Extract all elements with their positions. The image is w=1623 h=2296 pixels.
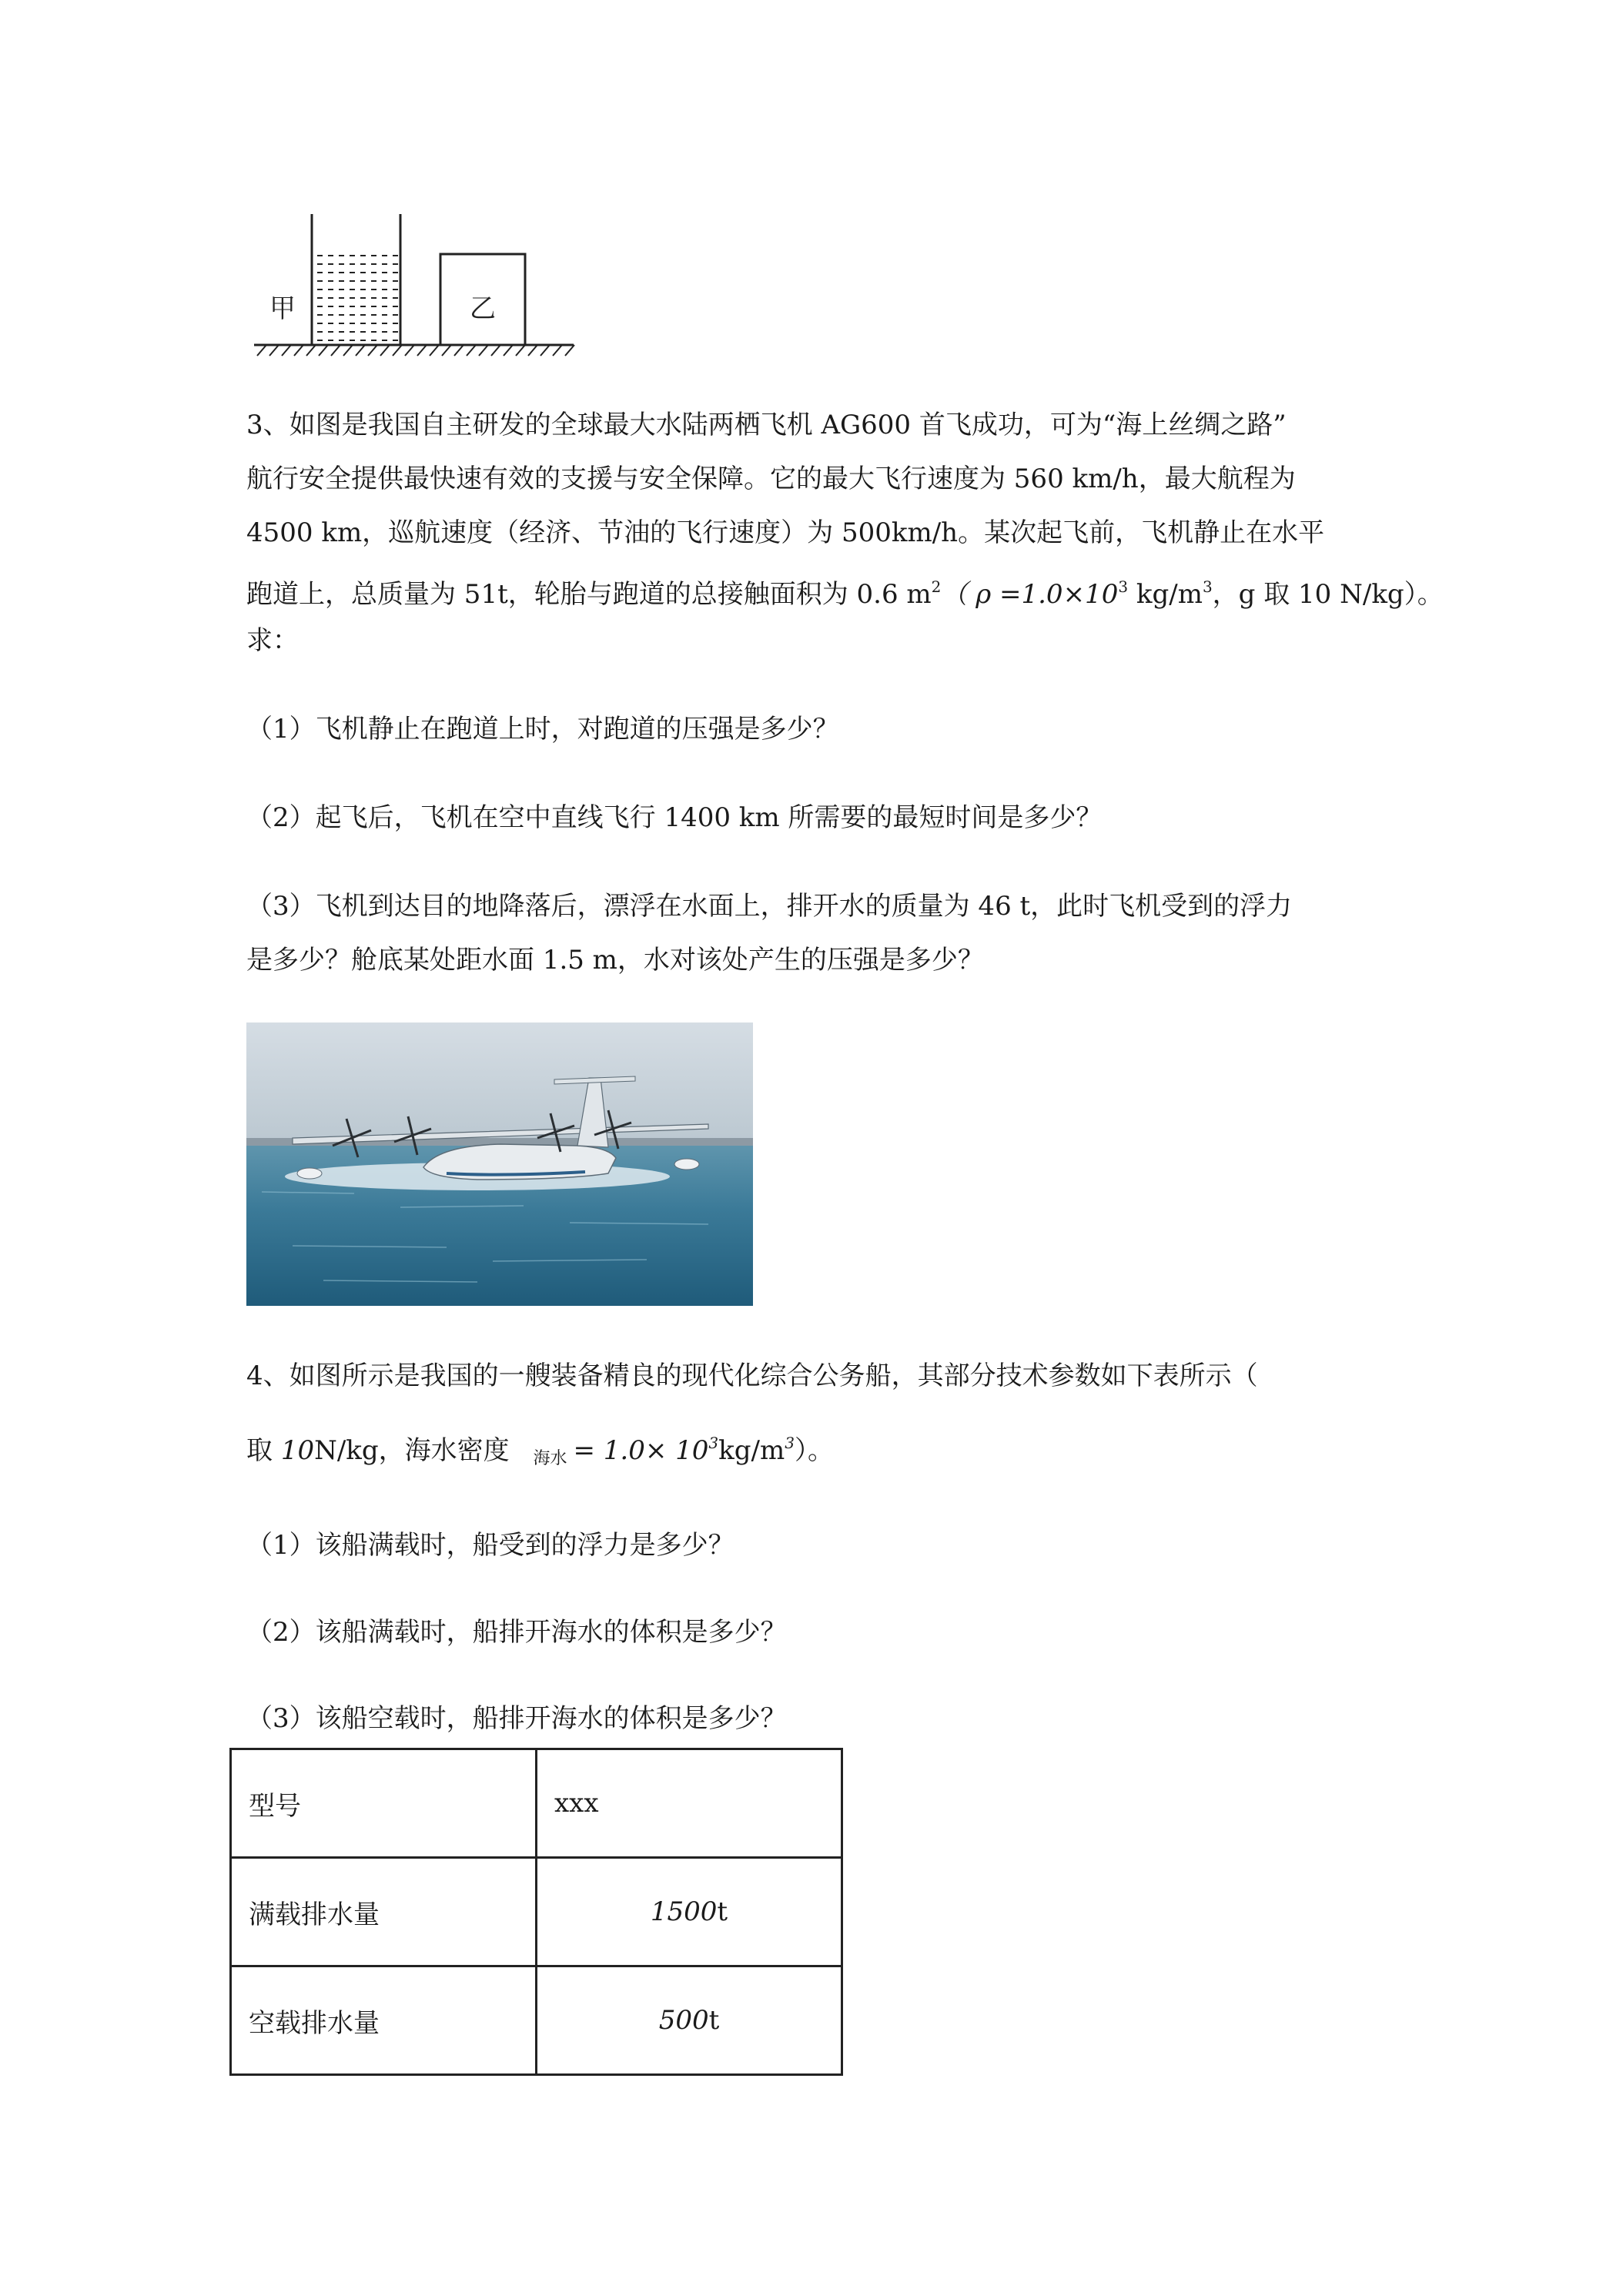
ground-hatching	[257, 345, 574, 356]
q3-line-4-sup1: 2	[931, 577, 942, 596]
q4-sub-1: （1）该船满载时，船受到的浮力是多少？	[246, 1530, 735, 1561]
table-row	[231, 1858, 842, 1966]
value-number: 1500	[650, 1896, 718, 1927]
value-number: 500	[658, 2005, 709, 2036]
value-unit: t	[708, 2005, 720, 2036]
label-jia: 甲	[269, 293, 296, 324]
table-row	[231, 1749, 842, 1858]
q4-line-2-c: = 1.0× 10	[573, 1435, 709, 1466]
q3-sub-3-line-1: （3）飞机到达目的地降落后，漂浮在水面上，排开水的质量为 46 t，此时飞机受到的浮力	[246, 891, 1293, 922]
table-cell-key: 满载排水量	[231, 1858, 537, 1966]
amphibious-aircraft-photo	[246, 1022, 753, 1306]
q3-line-5: 求：	[246, 625, 299, 656]
q3-line-1: 3、如图是我国自主研发的全球最大水陆两栖飞机 AG600 首飞成功，可为“海上丝绸之路”	[246, 410, 1287, 440]
q3-line-4-d: ，g 取 10 N/kg）。	[1212, 579, 1444, 610]
q4-line-2-b: N/kg，海水密度	[314, 1435, 510, 1466]
label-yi: 乙	[470, 293, 496, 324]
q3-line-4-b: （ ρ =1.0×10	[941, 579, 1119, 610]
table-cell-key: 型号	[231, 1749, 537, 1858]
q3-sub-1: （1）飞机静止在跑道上时，对跑道的压强是多少？	[246, 714, 839, 745]
q3-sub-2: （2）起飞后，飞机在空中直线飞行 1400 km 所需要的最短时间是多少？	[246, 802, 1103, 833]
q4-sub-2: （2）该船满载时，船排开海水的体积是多少？	[246, 1617, 787, 1648]
ship-spec-table	[229, 1748, 843, 2076]
q4-line-2	[246, 1426, 834, 1476]
table-cell-key: 空载排水量	[231, 1966, 537, 2075]
q4-line-1: 4、如图所示是我国的一艘装备精良的现代化综合公务船，其部分技术参数如下表所示（	[246, 1361, 1258, 1391]
table-cell-value	[537, 1858, 842, 1966]
q3-line-2: 航行安全提供最快速有效的支援与安全保障。它的最大飞行速度为 560 km/h，最大航程为	[246, 464, 1296, 494]
liquid-dashes	[317, 256, 398, 340]
table-cell-value	[537, 1966, 842, 2075]
q3-line-4	[246, 570, 1444, 611]
q3-line-4-a: 跑道上，总质量为 51t，轮胎与跑道的总接触面积为 0.6 m	[246, 579, 932, 610]
q4-line-2-e: ）。	[794, 1435, 834, 1466]
q4-line-2-a: 取	[246, 1435, 281, 1466]
q3-sub-3-line-2: 是多少？舱底某处距水面 1.5 m，水对该处产生的压强是多少？	[246, 945, 984, 976]
q3-line-4-sup2: 3	[1118, 577, 1129, 596]
container-block-diagram	[246, 208, 585, 362]
q4-line-2-sup: 3	[708, 1434, 719, 1452]
q4-sub-3: （3）该船空载时，船排开海水的体积是多少？	[246, 1703, 787, 1734]
q3-line-3: 4500 km，巡航速度（经济、节油的飞行速度）为 500km/h。某次起飞前，飞机静止在水平	[246, 517, 1325, 548]
q4-line-2-sub: 海水	[533, 1449, 567, 1468]
q4-line-2-d: kg/m	[718, 1435, 785, 1466]
q4-line-2-sup2: 3	[785, 1434, 795, 1452]
value-unit: t	[717, 1896, 728, 1927]
table-cell-value: xxx	[537, 1749, 842, 1858]
q4-line-2-g: 10	[280, 1435, 315, 1466]
q3-line-4-sup3: 3	[1202, 577, 1213, 596]
table-row	[231, 1966, 842, 2075]
q3-line-4-c: kg/m	[1128, 579, 1203, 610]
